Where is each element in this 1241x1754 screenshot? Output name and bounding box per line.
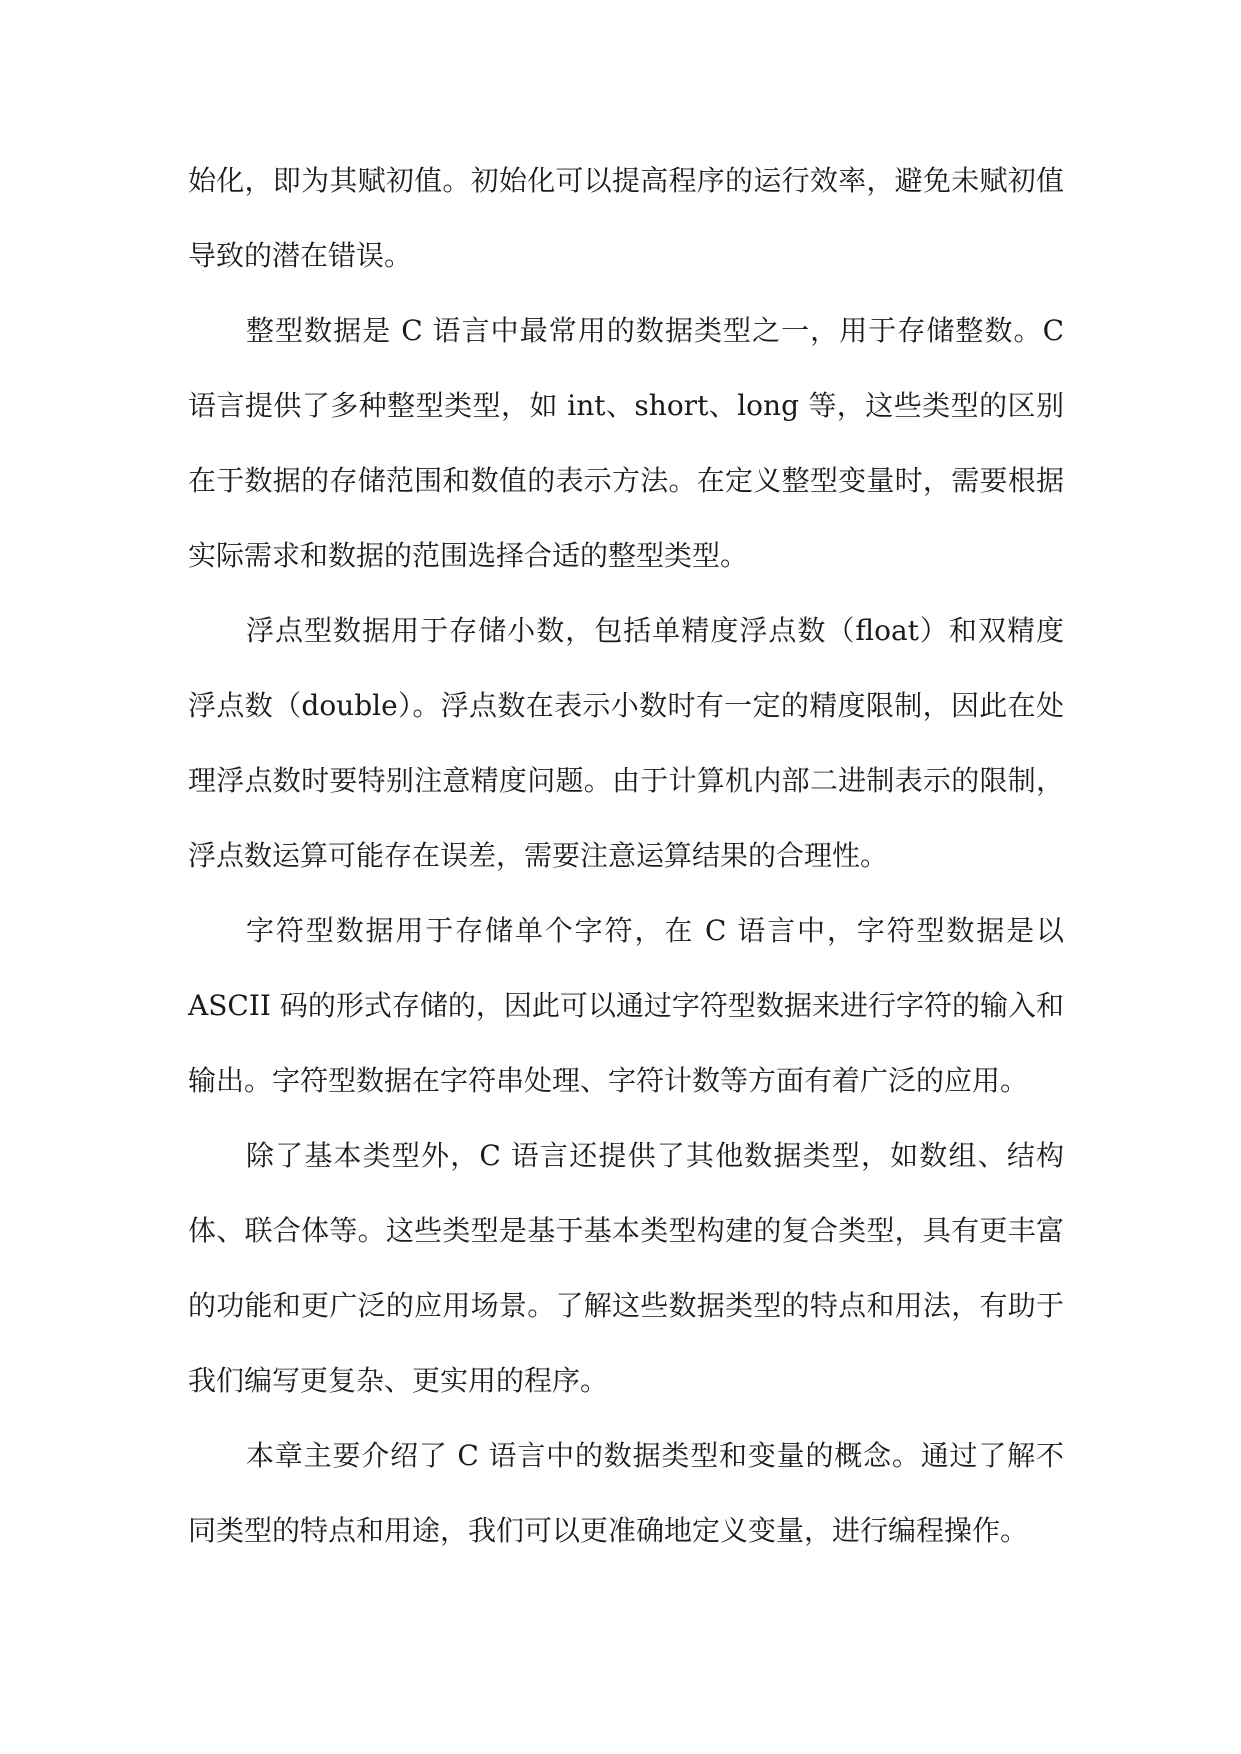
paragraph-initialization-continued: 始化，即为其赋初值。初始化可以提高程序的运行效率，避免未赋初值导致的潜在错误。 — [188, 164, 1064, 272]
paragraph-character-type: 字符型数据用于存储单个字符，在 C 语言中，字符型数据是以 ASCII 码的形式存储的，因此可以通过字符型数据来进行字符的输入和输出。字符型数据在字符串处理、字符计数等方面有着广泛的应用。 — [188, 914, 1064, 1097]
paragraph-integer-types: 整型数据是 C 语言中最常用的数据类型之一，用于存储整数。C 语言提供了多种整型类型，如 int、short、long 等，这些类型的区别在于数据的存储范围和数值的表示方法。在定义整型变量时，需要根据实际需求和数据的范围选择合适的整型类型。 — [188, 314, 1064, 572]
paragraph-chapter-summary: 本章主要介绍了 C 语言中的数据类型和变量的概念。通过了解不同类型的特点和用途，我们可以更准确地定义变量，进行编程操作。 — [188, 1439, 1064, 1547]
body-text — [188, 143, 1064, 1568]
paragraph-other-data-types: 除了基本类型外，C 语言还提供了其他数据类型，如数组、结构体、联合体等。这些类型是基于基本类型构建的复合类型，具有更丰富的功能和更广泛的应用场景。了解这些数据类型的特点和用法，有助于我们编写更复杂、更实用的程序。 — [188, 1139, 1064, 1397]
paragraph-floating-point-types: 浮点型数据用于存储小数，包括单精度浮点数（float）和双精度浮点数（double）。浮点数在表示小数时有一定的精度限制，因此在处理浮点数时要特别注意精度问题。由于计算机内部二进制表示的限制，浮点数运算可能存在误差，需要注意运算结果的合理性。 — [188, 614, 1064, 872]
